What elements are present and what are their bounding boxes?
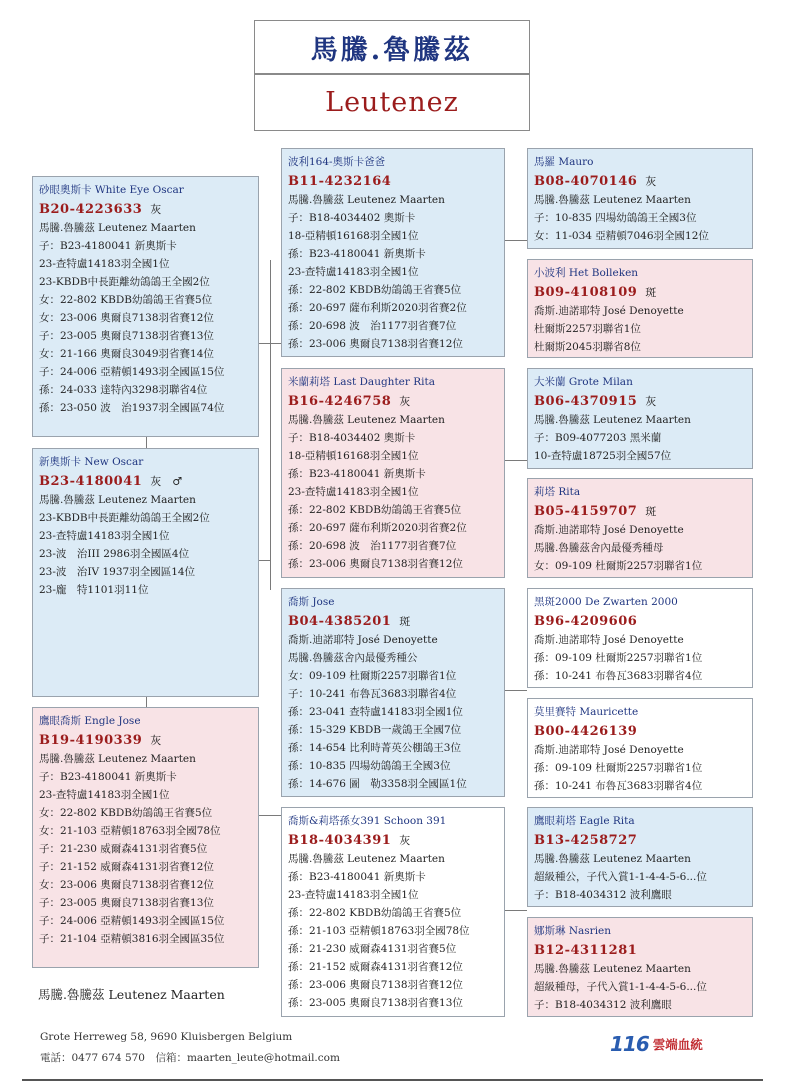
pedigree-line: 馬騰.魯騰茲 Leutenez Maarten xyxy=(39,222,196,234)
ring-number: B11-4232164 xyxy=(288,174,392,189)
pedigree-card-sire-sire xyxy=(281,148,505,357)
pedigree-line: 23-查特盧14183羽全國1位 xyxy=(288,889,419,901)
pedigree-line: 馬騰.魯騰茲舍內最優秀種公 xyxy=(288,652,418,664)
pedigree-line: 孫：B23-4180041 新奧斯卡 xyxy=(288,468,426,480)
connector-line xyxy=(146,697,147,707)
connector-line xyxy=(259,815,281,816)
pedigree-line: 孫：10-241 布魯瓦3683羽聯省4位 xyxy=(534,780,703,792)
breeder-name: 馬騰.魯騰茲 Leutenez Maarten xyxy=(38,987,225,1002)
pedigree-line: 超級種公，子代入賞1-1-4-4-5-6...位 xyxy=(534,871,707,883)
pedigree-line: 孫：20-697 薩布利斯2020羽省賽2位 xyxy=(288,302,467,314)
pigeon-color: 灰 xyxy=(399,834,411,847)
ring-number: B96-4209606 xyxy=(534,614,638,629)
pigeon-color: 灰 xyxy=(399,395,411,408)
pedigree-line: 子：24-006 亞精頓1493羽全國區15位 xyxy=(39,915,225,927)
connector-line xyxy=(146,437,147,448)
pigeon-color: 斑 xyxy=(645,505,657,518)
pigeon-color: 灰 xyxy=(645,175,657,188)
pedigree-line: 子：B18-4034312 波利鷹眼 xyxy=(534,999,672,1011)
pedigree-line: 子：21-230 威爾森4131羽省賽5位 xyxy=(39,843,208,855)
pedigree-line: 女：09-109 杜爾斯2257羽聯省1位 xyxy=(288,670,457,682)
pedigree-line: 馬騰.魯騰茲 Leutenez Maarten xyxy=(288,853,445,865)
pigeon-color: 灰 xyxy=(645,395,657,408)
pedigree-card-subject xyxy=(32,176,259,437)
pedigree-line: 女：21-103 亞精頓18763羽全國78位 xyxy=(39,825,221,837)
pedigree-line: 孫：21-230 威爾森4131羽省賽5位 xyxy=(288,943,457,955)
pigeon-name: 新奧斯卡 New Oscar xyxy=(39,456,144,468)
ring-number: B09-4108109 xyxy=(534,285,638,300)
pedigree-line: 23-KBDB中長距離幼鴿鴿王全國2位 xyxy=(39,512,210,524)
pedigree-card-sire-sire-sire xyxy=(527,148,753,249)
pedigree-line: 子：B18-4034312 波利鷹眼 xyxy=(534,889,672,901)
pedigree-line: 女：23-006 奧爾良7138羽省賽12位 xyxy=(39,879,214,891)
ring-number: B08-4070146 xyxy=(534,174,638,189)
pedigree-line: 馬騰.魯騰茲 Leutenez Maarten xyxy=(39,753,196,765)
pedigree-line: 喬斯.迪諾耶特 José Denoyette xyxy=(534,524,684,536)
pedigree-line: 孫：22-802 KBDB幼鴿鴿王省賽5位 xyxy=(288,504,462,516)
logo-number: 116 xyxy=(610,1032,649,1056)
pigeon-color: 斑 xyxy=(399,615,411,628)
connector-line xyxy=(505,690,527,691)
pedigree-line: 孫：23-041 查特盧14183羽全國1位 xyxy=(288,706,463,718)
pedigree-line: 孫：21-103 亞精頓18763羽全國78位 xyxy=(288,925,470,937)
pedigree-card-dam-sire xyxy=(281,588,505,797)
pigeon-name: 米蘭莉塔 Last Daughter Rita xyxy=(288,376,435,388)
pedigree-line: 孫：B23-4180041 新奧斯卡 xyxy=(288,871,426,883)
ring-number: B20-4223633 xyxy=(39,202,143,217)
pedigree-line: 23-查特盧14183羽全國1位 xyxy=(39,258,170,270)
pedigree-line: 子：21-104 亞精頓3816羽全國區35位 xyxy=(39,933,225,945)
connector-line xyxy=(259,560,271,561)
pedigree-line: 女：21-166 奧爾良3049羽省賽14位 xyxy=(39,348,214,360)
pedigree-line: 超級種母，子代入賞1-1-4-4-5-6...位 xyxy=(534,981,707,993)
pedigree-line: 孫：10-241 布魯瓦3683羽聯省4位 xyxy=(534,670,703,682)
ring-number: B12-4311281 xyxy=(534,943,638,958)
pedigree-line: 孫：14-676 圖 勒3358羽全國區1位 xyxy=(288,778,467,790)
pedigree-line: 馬騰.魯騰茲 Leutenez Maarten xyxy=(534,194,691,206)
pedigree-line: 孫：20-697 薩布利斯2020羽省賽2位 xyxy=(288,522,467,534)
pedigree-line: 孫：09-109 杜爾斯2257羽聯省1位 xyxy=(534,762,703,774)
pedigree-line: 孫：23-005 奧爾良7138羽省賽13位 xyxy=(288,997,463,1009)
ring-number: B16-4246758 xyxy=(288,394,392,409)
pedigree-line: 孫：09-109 杜爾斯2257羽聯省1位 xyxy=(534,652,703,664)
pedigree-line: 23-查特盧14183羽全國1位 xyxy=(288,266,419,278)
pigeon-name: 莉塔 Rita xyxy=(534,486,581,498)
pedigree-line: 馬騰.魯騰茲 Leutenez Maarten xyxy=(288,194,445,206)
pigeon-name: 大米蘭 Grote Milan xyxy=(534,376,633,388)
ring-number: B13-4258727 xyxy=(534,833,638,848)
pedigree-line: 23-查特盧14183羽全國1位 xyxy=(288,486,419,498)
pedigree-line: 馬騰.魯騰茲 Leutenez Maarten xyxy=(288,414,445,426)
pedigree-line: 杜爾斯2257羽聯省1位 xyxy=(534,323,641,335)
pedigree-line: 孫：23-050 波 治1937羽全國區74位 xyxy=(39,402,225,414)
pedigree-card-dam xyxy=(32,707,259,968)
pedigree-line: 子：23-005 奧爾良7138羽省賽13位 xyxy=(39,330,214,342)
breeder-contact: 電話：0477 674 570 信箱：maarten_leute@hotmail.com xyxy=(40,1052,340,1064)
pigeon-name: 鷹眼喬斯 Engle Jose xyxy=(39,715,141,727)
pedigree-line: 孫：22-802 KBDB幼鴿鴿王省賽5位 xyxy=(288,907,462,919)
pedigree-line: 孫：15-329 KBDB一歲鴿王全國7位 xyxy=(288,724,462,736)
pedigree-line: 子：B23-4180041 新奧斯卡 xyxy=(39,771,177,783)
connector-line xyxy=(270,260,271,590)
pedigree-line: 子：10-835 四場幼鴿鴿王全國3位 xyxy=(534,212,697,224)
pigeon-color: 斑 xyxy=(645,286,657,299)
pigeon-color: 灰 xyxy=(150,734,162,747)
pigeon-color: 灰 ♂ xyxy=(150,475,183,488)
pedigree-line: 23-龐 特1101羽11位 xyxy=(39,584,149,596)
ring-number: B05-4159707 xyxy=(534,504,638,519)
pedigree-line: 23-KBDB中長距離幼鴿鴿王全國2位 xyxy=(39,276,210,288)
pigeon-name: 砂眼奧斯卡 White Eye Oscar xyxy=(39,184,184,196)
pigeon-name: 娜斯琳 Nasrien xyxy=(534,925,612,937)
pedigree-line: 孫：21-152 威爾森4131羽省賽12位 xyxy=(288,961,463,973)
pedigree-card-sire-sire-dam xyxy=(527,259,753,358)
pedigree-line: 孫：23-006 奧爾良7138羽省賽12位 xyxy=(288,338,463,350)
pedigree-line: 杜爾斯2045羽聯省8位 xyxy=(534,341,641,353)
pedigree-line: 23-查特盧14183羽全國1位 xyxy=(39,789,170,801)
pedigree-line: 馬騰.魯騰茲 Leutenez Maarten xyxy=(39,494,196,506)
pedigree-line: 孫：22-802 KBDB幼鴿鴿王省賽5位 xyxy=(288,284,462,296)
footer-divider xyxy=(22,1079,763,1081)
pedigree-line: 子：B09-4077203 黑米蘭 xyxy=(534,432,662,444)
ring-number: B23-4180041 xyxy=(39,474,143,489)
pedigree-line: 喬斯.迪諾耶特 José Denoyette xyxy=(534,744,684,756)
pedigree-card-dam-dam xyxy=(281,807,505,1017)
pedigree-line: 馬騰.魯騰茲 Leutenez Maarten xyxy=(534,414,691,426)
pedigree-line: 孫：20-698 波 治1177羽省賽7位 xyxy=(288,540,457,552)
pedigree-line: 23-查特盧14183羽全國1位 xyxy=(39,530,170,542)
pedigree-line: 子：10-241 布魯瓦3683羽聯省4位 xyxy=(288,688,457,700)
pedigree-card-dam-sire-sire xyxy=(527,588,753,688)
pedigree-card-dam-sire-dam xyxy=(527,698,753,798)
pedigree-line: 子：B23-4180041 新奧斯卡 xyxy=(39,240,177,252)
pedigree-line: 子：24-006 亞精頓1493羽全國區15位 xyxy=(39,366,225,378)
pedigree-line: 馬騰.魯騰茲 Leutenez Maarten xyxy=(534,853,691,865)
pedigree-line: 23-波 治IV 1937羽全國區14位 xyxy=(39,566,196,578)
pedigree-card-dam-dam-sire xyxy=(527,807,753,907)
ring-number: B04-4385201 xyxy=(288,614,392,629)
pedigree-line: 孫：20-698 波 治1177羽省賽7位 xyxy=(288,320,457,332)
pedigree-line: 喬斯.迪諾耶特 José Denoyette xyxy=(534,305,684,317)
pedigree-line: 女：09-109 杜爾斯2257羽聯省1位 xyxy=(534,560,703,572)
connector-line xyxy=(505,240,527,241)
pedigree-line: 孫：23-006 奧爾良7138羽省賽12位 xyxy=(288,558,463,570)
pedigree-line: 子：B18-4034402 奧斯卡 xyxy=(288,432,416,444)
pedigree-line: 喬斯.迪諾耶特 José Denoyette xyxy=(288,634,438,646)
pedigree-line: 10-查特盧18725羽全國57位 xyxy=(534,450,672,462)
pedigree-line: 孫：10-835 四場幼鴿鴿王全國3位 xyxy=(288,760,451,772)
pigeon-name: 鷹眼莉塔 Eagle Rita xyxy=(534,815,635,827)
pigeon-name: 小波利 Het Bolleken xyxy=(534,267,639,279)
ring-number: B19-4190339 xyxy=(39,733,143,748)
pedigree-title-english: Leutenez xyxy=(254,74,530,131)
pedigree-line: 孫：B23-4180041 新奧斯卡 xyxy=(288,248,426,260)
connector-line xyxy=(505,460,527,461)
pedigree-title-chinese: 馬騰.魯騰茲 xyxy=(254,20,530,74)
pigeon-name: 喬斯&莉塔孫女391 Schoon 391 xyxy=(288,815,447,827)
logo-text: 雲端血統 xyxy=(652,1037,703,1052)
pedigree-line: 18-亞精頓16168羽全國1位 xyxy=(288,450,419,462)
site-logo xyxy=(610,1031,720,1057)
pedigree-card-sire-dam-dam xyxy=(527,478,753,578)
pigeon-name: 波利164-奧斯卡爸爸 xyxy=(288,156,386,168)
breeder-address: Grote Herreweg 58, 9690 Kluisbergen Belgium xyxy=(40,1031,293,1043)
ring-number: B18-4034391 xyxy=(288,833,392,848)
pedigree-line: 孫：14-654 比利時菁英公棚鴿王3位 xyxy=(288,742,461,754)
pigeon-color: 灰 xyxy=(150,203,162,216)
connector-line xyxy=(505,910,527,911)
pedigree-line: 女：11-034 亞精頓7046羽全國12位 xyxy=(534,230,709,242)
pedigree-card-dam-dam-dam xyxy=(527,917,753,1017)
pedigree-line: 子：21-152 威爾森4131羽省賽12位 xyxy=(39,861,214,873)
pedigree-line: 女：22-802 KBDB幼鴿鴿王省賽5位 xyxy=(39,294,213,306)
pigeon-name: 喬斯 Jose xyxy=(288,596,335,608)
pedigree-line: 18-亞精頓16168羽全國1位 xyxy=(288,230,419,242)
pigeon-name: 黑斑2000 De Zwarten 2000 xyxy=(534,596,678,608)
pedigree-line: 孫：23-006 奧爾良7138羽省賽12位 xyxy=(288,979,463,991)
pedigree-line: 女：23-006 奧爾良7138羽省賽12位 xyxy=(39,312,214,324)
pedigree-line: 馬騰.魯騰茲 Leutenez Maarten xyxy=(534,963,691,975)
pedigree-card-sire-dam-sire xyxy=(527,368,753,469)
ring-number: B00-4426139 xyxy=(534,724,638,739)
pedigree-line: 23-波 治III 2986羽全國區4位 xyxy=(39,548,190,560)
ring-number: B06-4370915 xyxy=(534,394,638,409)
pedigree-line: 子：23-005 奧爾良7138羽省賽13位 xyxy=(39,897,214,909)
pedigree-card-sire-dam xyxy=(281,368,505,578)
pigeon-name: 莫里賽特 Mauricette xyxy=(534,706,639,718)
pedigree-card-sire xyxy=(32,448,259,697)
pedigree-line: 女：22-802 KBDB幼鴿鴿王省賽5位 xyxy=(39,807,213,819)
pigeon-name: 馬羅 Mauro xyxy=(534,156,594,168)
pedigree-line: 馬騰.魯騰茲舍內最優秀種母 xyxy=(534,542,664,554)
pedigree-line: 子：B18-4034402 奧斯卡 xyxy=(288,212,416,224)
pedigree-line: 喬斯.迪諾耶特 José Denoyette xyxy=(534,634,684,646)
pedigree-line: 孫：24-033 達特內3298羽聯省4位 xyxy=(39,384,208,396)
